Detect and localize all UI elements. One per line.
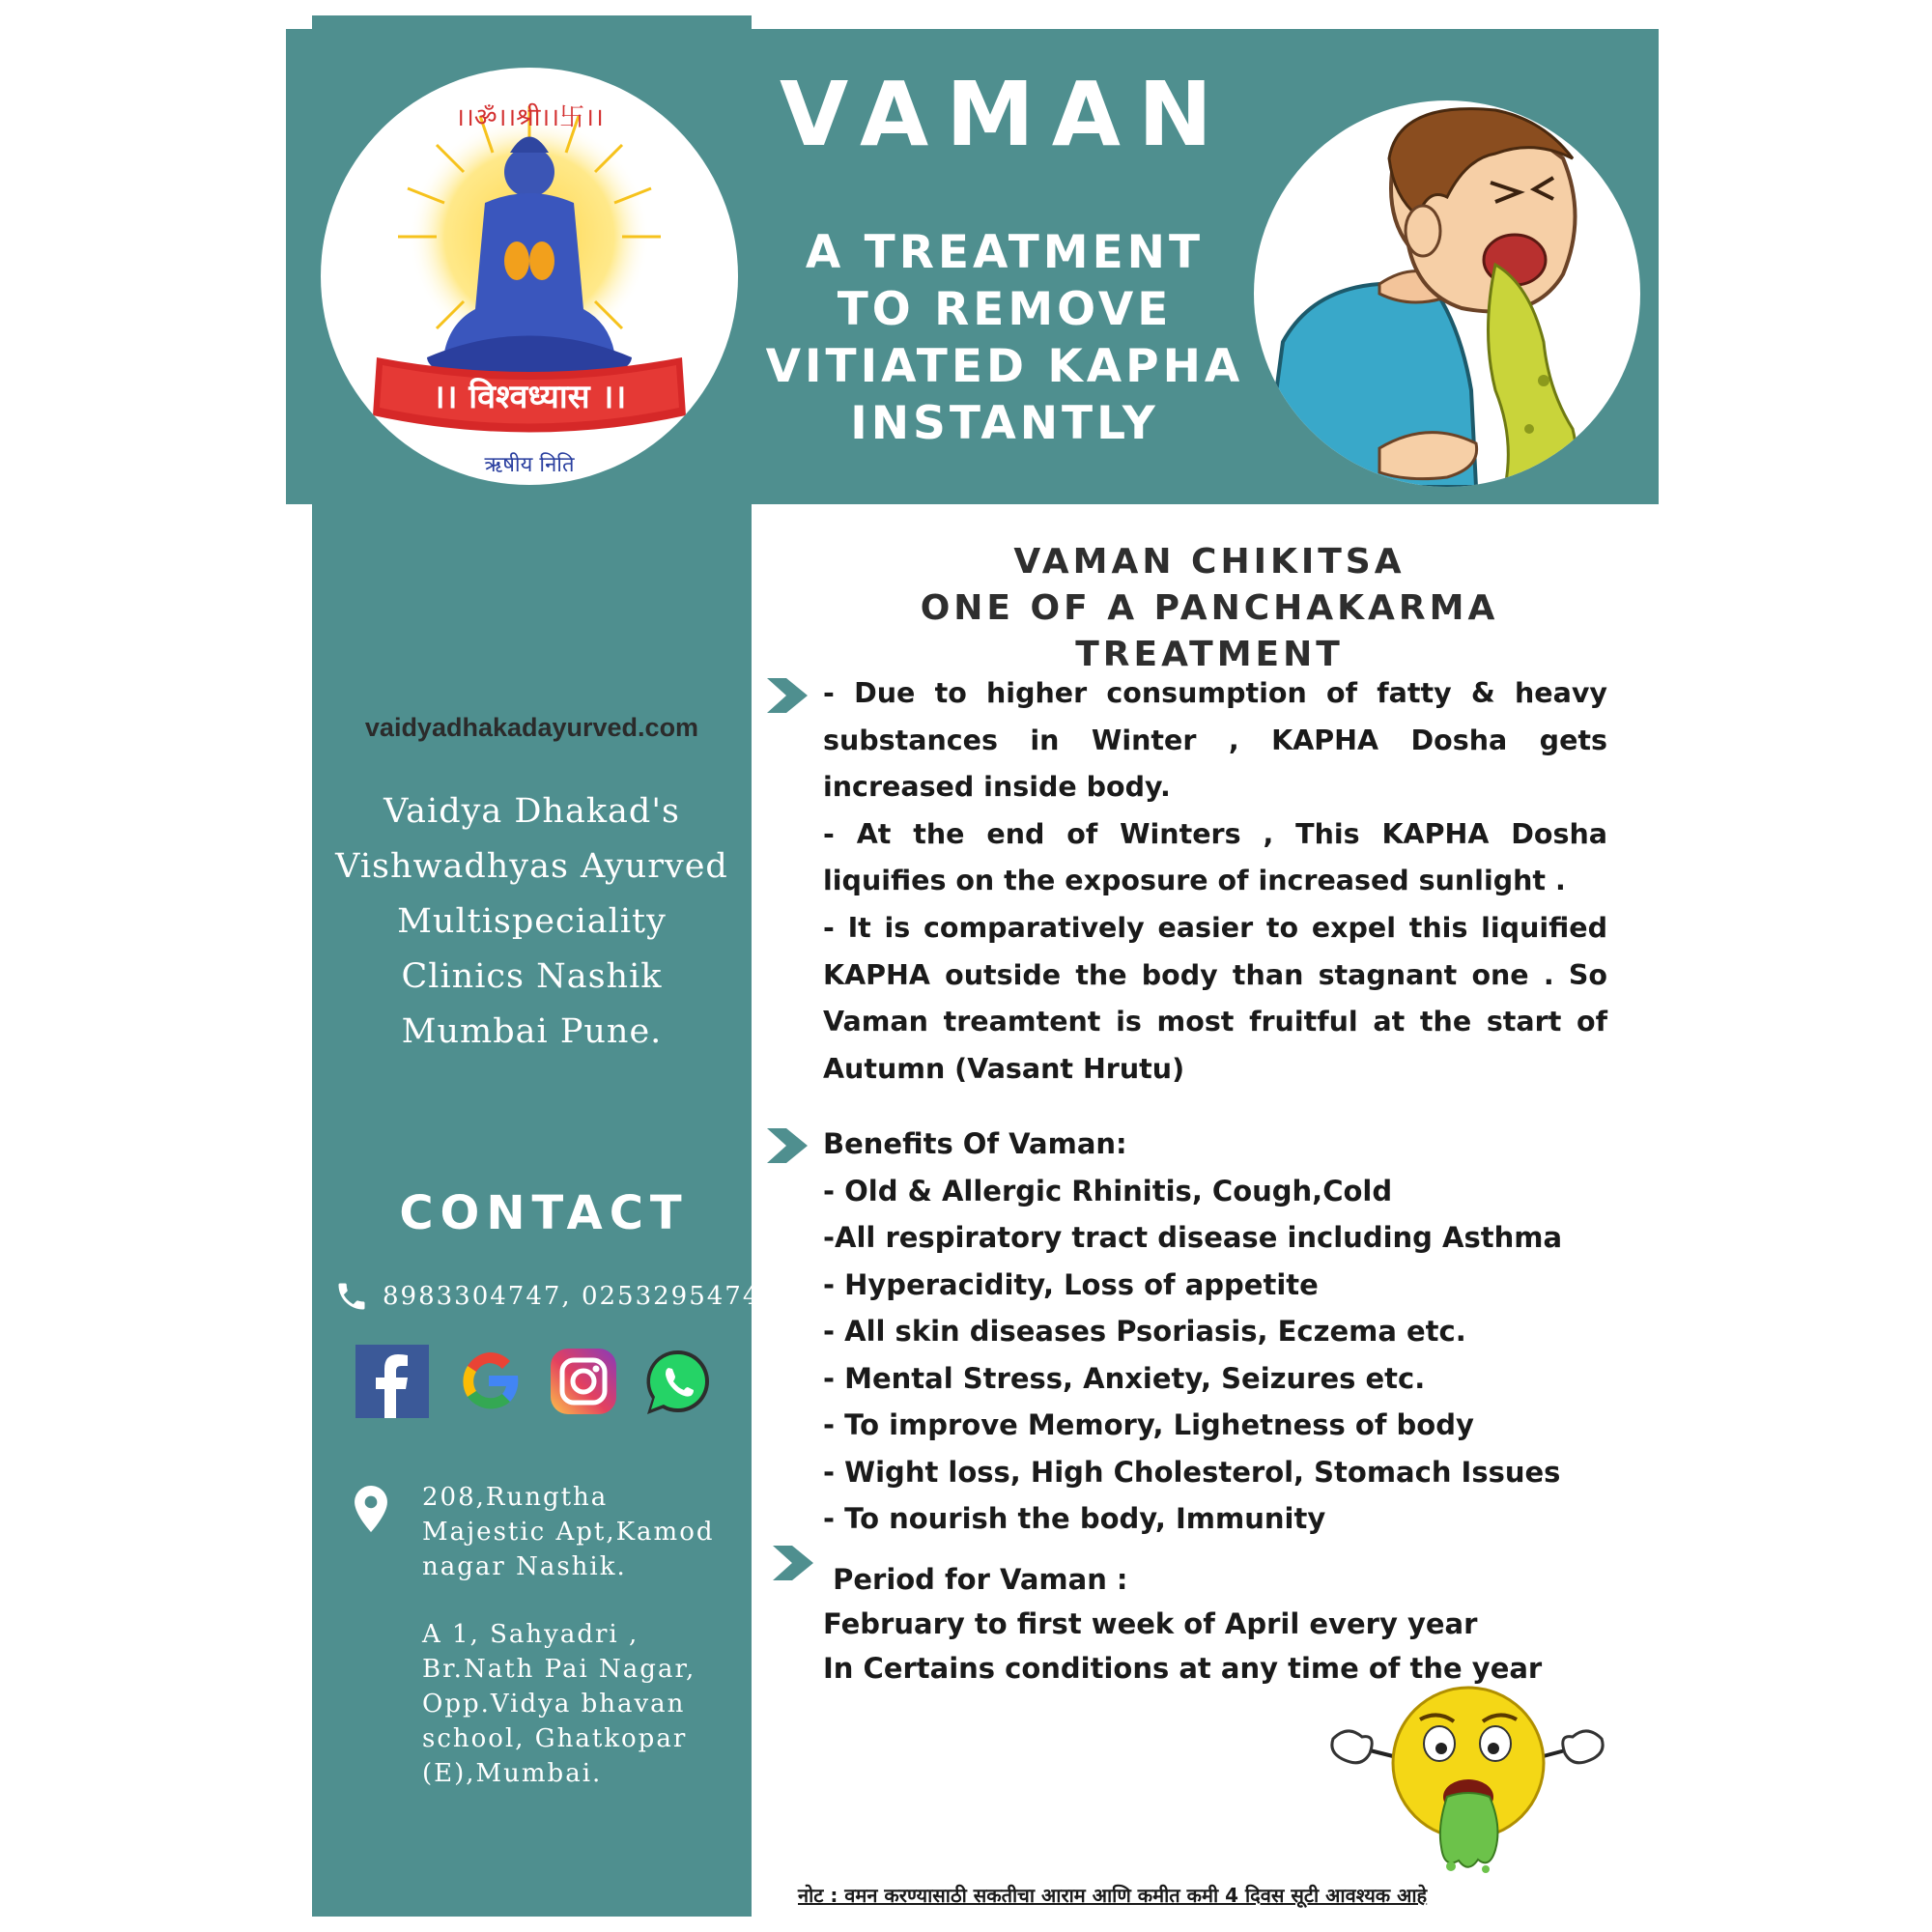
contact-heading: CONTACT [399, 1186, 689, 1240]
subtitle-line: TO REMOVE [837, 283, 1173, 336]
vomiting-man-icon [1254, 100, 1640, 487]
address-nashik [422, 1480, 741, 1584]
footer-note: नोट : वमन करण्यासाठी सकतीचा आराम आणि कमीत कमी 4 दिवस सूटी आवश्यक आहे [798, 1884, 1428, 1907]
page-subtitle [753, 224, 1256, 452]
clinic-name-line: Multispeciality [397, 902, 667, 941]
address-line: 208,Rungtha [422, 1483, 609, 1512]
google-icon[interactable] [452, 1345, 526, 1418]
benefit-item: - To nourish the body, Immunity [823, 1502, 1326, 1535]
page-title: VAMAN [780, 63, 1230, 166]
benefit-item: -All respiratory tract disease including Asthma [823, 1221, 1563, 1254]
description-paragraph: - At the end of Winters , This KAPHA Dosha liquifies on the exposure of increased sunlight . [823, 817, 1607, 897]
clinic-name-line: Vishwadhyas Ayurved [335, 847, 728, 886]
period-line: February to first week of April every year [823, 1607, 1478, 1640]
clinic-name-line: Vaidya Dhakad's [384, 792, 680, 831]
subtitle-line: VITIATED KAPHA [765, 340, 1244, 393]
period-line: In Certains conditions at any time of the year [823, 1652, 1543, 1685]
benefit-item: - Hyperacidity, Loss of appetite [823, 1267, 1319, 1301]
description-paragraph: - Due to higher consumption of fatty & heavy substances in Winter , KAPHA Dosha gets increased inside body. [823, 677, 1607, 804]
address-line: school, Ghatkopar [422, 1724, 688, 1753]
phone-icon [334, 1279, 369, 1314]
chevron-right-icon [765, 1126, 811, 1165]
address-mumbai [422, 1617, 741, 1791]
whatsapp-icon[interactable] [641, 1345, 715, 1418]
benefit-item: - Wight loss, High Cholesterol, Stomach Issues [823, 1455, 1561, 1489]
vomiting-man-illustration [1254, 100, 1640, 487]
address-line: Br.Nath Pai Nagar, [422, 1655, 696, 1684]
period-heading: Period for Vaman : [823, 1563, 1128, 1596]
subtitle-line: A TREATMENT [805, 226, 1205, 279]
benefits-heading: Benefits Of Vaman: [823, 1127, 1127, 1160]
address-line: nagar Nashik. [422, 1552, 627, 1581]
address-line: Opp.Vidya bhavan [422, 1690, 686, 1719]
address-line: A 1, Sahyadri , [422, 1620, 639, 1649]
section-title [784, 539, 1634, 678]
subtitle-line: INSTANTLY [850, 397, 1159, 450]
benefit-item: - Mental Stress, Anxiety, Seizures etc. [823, 1361, 1426, 1395]
clinic-name-line: Mumbai Pune. [401, 1012, 663, 1051]
address-line: (E),Mumbai. [422, 1759, 603, 1788]
location-pin-icon [355, 1486, 387, 1532]
vomiting-emoji-icon [1323, 1681, 1613, 1874]
period-section [823, 1557, 1615, 1690]
chevron-right-icon [765, 676, 811, 715]
benefit-item: - Old & Allergic Rhinitis, Cough,Cold [823, 1174, 1393, 1208]
benefit-item: - To improve Memory, Lighetness of body [823, 1408, 1474, 1441]
facebook-icon[interactable] [355, 1345, 429, 1418]
benefits-list [823, 1121, 1615, 1543]
website-link[interactable]: vaidyadhakadayurved.com [364, 713, 699, 742]
description-paragraph: - It is comparatively easier to expel this liquified KAPHA outside the body than stagnant one . So Vaman treamtent is most fruitful at the start of Autumn (Vasant Hrutu) [823, 911, 1607, 1085]
instagram-icon[interactable] [547, 1345, 620, 1418]
chevron-right-icon [771, 1544, 817, 1582]
clinic-name-line: Clinics Nashik [401, 957, 663, 996]
address-block [422, 1480, 741, 1824]
section-title-line: VAMAN CHIKITSA [1013, 542, 1406, 582]
logo-icon [321, 68, 738, 485]
benefit-item: - All skin diseases Psoriasis, Eczema etc. [823, 1315, 1466, 1348]
description-text [823, 670, 1607, 1093]
clinic-logo [321, 68, 738, 485]
svg-text:ऋषीय निति: ऋषीय निति [484, 453, 575, 477]
svg-text:।।ॐ।।श्री।।卐।।: ।।ॐ।।श्री।।卐।। [455, 103, 604, 132]
svg-text:।। विश्वध्यास ।।: ।। विश्वध्यास ।। [432, 378, 627, 416]
clinic-name [312, 784, 752, 1060]
phone-row[interactable] [334, 1277, 779, 1316]
address-line: Majestic Apt,Kamod [422, 1518, 715, 1547]
section-title-line: ONE OF A PANCHAKARMA TREATMENT [920, 588, 1499, 674]
phone-number: 8983304747, 02532954747 [383, 1282, 779, 1311]
